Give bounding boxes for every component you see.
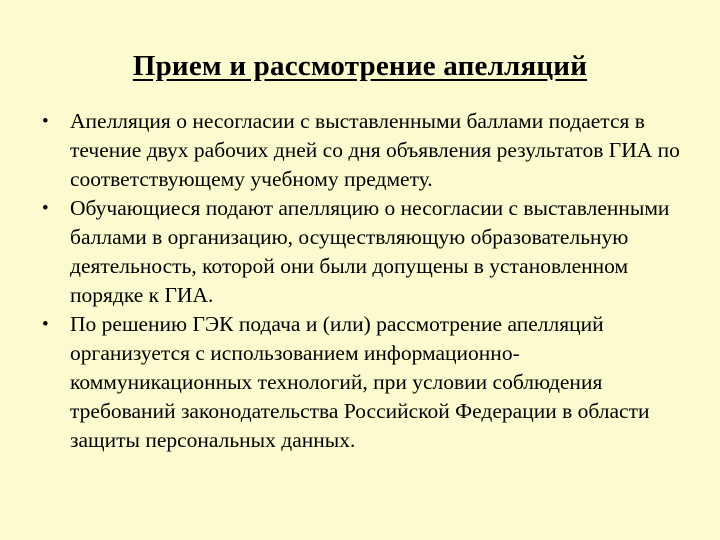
bullet-text-3: По решению ГЭК подача и (или) рассмотрение апелляций организуется с использованием информационно-коммуникационных технологий, при условии соблюдения требований законодательства Российской Федерации в области защиты персональных данных. <box>70 312 650 452</box>
bullet-text-1: Апелляция о несогласии с выставленными баллами подается в течение двух рабочих дней со дня объявления результатов ГИА по соответствующему учебному предмету. <box>70 109 680 191</box>
bullet-dot-icon: • <box>42 111 49 132</box>
bullet-item-1 <box>40 107 690 194</box>
bullet-list <box>40 107 690 455</box>
bullet-dot-icon: • <box>42 198 49 219</box>
slide-title: Прием и рассмотрение апелляций <box>132 50 588 82</box>
bullet-item-3 <box>40 310 690 455</box>
bullet-text-2: Обучающиеся подают апелляцию о несогласии с выставленными баллами в организацию, осуществляющую образовательную деятельность, которой они были допущены в установленном порядке к ГИА. <box>70 196 670 307</box>
bullet-dot-icon: • <box>42 314 49 335</box>
bullet-item-2 <box>40 194 690 310</box>
